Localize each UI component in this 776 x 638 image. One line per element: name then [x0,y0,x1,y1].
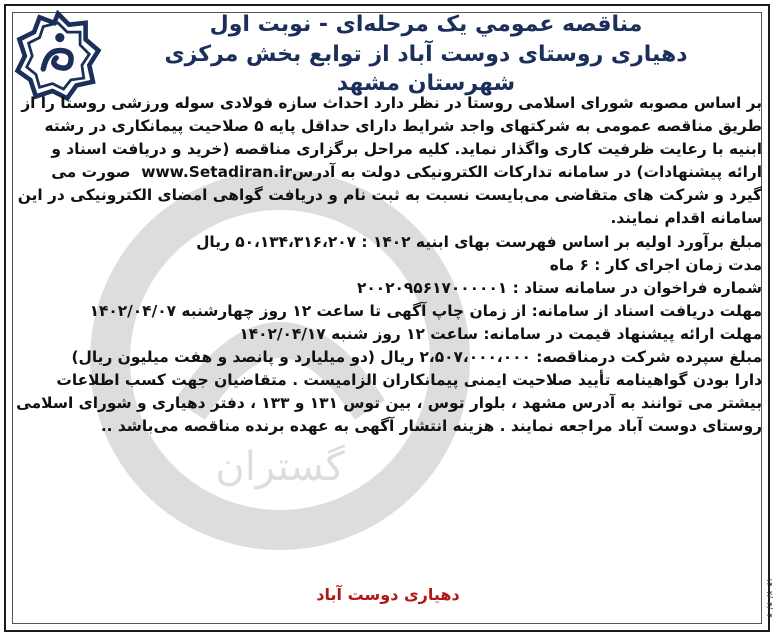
dehyari-emblem-icon [12,10,104,102]
call-number-line: شماره فراخوان در سامانه ستاد : ۲۰۰۲۰۹۵۶۱۷۰۰۰۰۰۱ [356,278,762,297]
signature: دهیاری دوست آباد [316,585,460,604]
side-code: ۱۴۰۲/۰۴/۰۴ [765,578,774,618]
closing-paragraph: دارا بودن گواهینامه تأیید صلاحیت ایمنی پیمانکاران الزامیست . متقاضیان جهت کسب اطلاعات بیشتر می توانند به آدرس مشهد ، بلوار توس ، بین توس ۱۳۱ و ۱۳۳ ، دفتر دهیاری و شورای اسلامی روستای دوست آباد مراجعه نمایند . هزینه انتشار آگهی به عهده برنده مناقصه می‌باشد .. [16,371,762,436]
intro-text: بر اساس مصوبه شورای اسلامی روستا در نظر دارد احداث سازه فولادی سوله ورزشی روستا را از طریق مناقصه عمومی به شرکتهای واجد شرایط دارای حداقل پایه ۵ صلاحیت پیمانکاری در رشته ابنیه با رعایت ظرفیت کاری واگذار نماید. کلیه مراحل برگزاری مناقصه (خرید و دریافت اسناد و ارائه پیشنهادات) در سامانه تدارکات الکترونیکی دولت به آدرس [21,94,762,182]
title-line-2: دهياری روستای دوست آباد از توابع بخش مرکزی شهرستان مشهد [164,41,688,97]
duration-line: مدت زمان اجرای کار : ۶ ماه [549,255,762,274]
document-deadline-line: مهلت دریافت اسناد از سامانه: از زمان چاپ آگهی تا ساعت ۱۲ روز چهارشنبه ۱۴۰۲/۰۴/۰۷ [89,301,762,320]
intro-paragraph [16,92,762,231]
website-link[interactable]: www.Setadiran.ir [141,163,292,182]
ad-body [16,92,762,438]
estimate-line: مبلغ برآورد اولیه بر اساس فهرست بهای ابنیه ۱۴۰۲ : ۵۰،۱۳۴،۳۱۶،۲۰۷ ریال [196,232,762,251]
deposit-line: مبلغ سپرده شرکت درمناقصه: ۲،۵۰۷،۰۰۰،۰۰۰ ریال (دو میلیارد و پانصد و هفت میلیون ریال) [71,348,762,367]
bid-deadline-line: مهلت ارائه پیشنهاد قیمت در سامانه: ساعت ۱۲ روز شنبه ۱۴۰۲/۰۴/۱۷ [239,324,762,343]
title-line-1: مناقصه عمومي يک مرحله‌ای - نوبت اول [209,12,643,37]
intro-continuation: صورت می گیرد و شرکت های متقاضی می‌بایست نسبت به ثبت نام و دریافت گواهی امضای الکترونیکی در این سامانه اقدام نمایند. [17,163,762,228]
ad-title [116,10,736,99]
